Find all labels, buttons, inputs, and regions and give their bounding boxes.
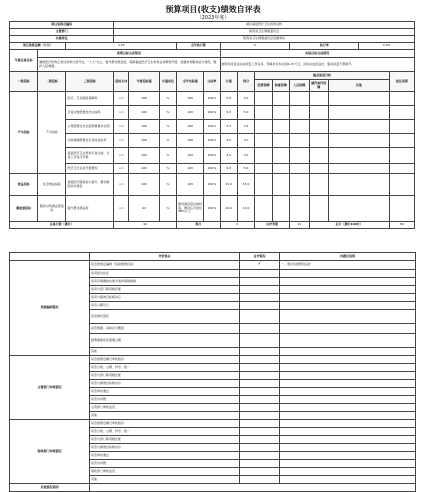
- cause-cell: [289, 174, 309, 196]
- indicator-unit: %: [159, 164, 176, 174]
- check-note: [280, 348, 416, 356]
- indicator-target: 90: [129, 196, 159, 222]
- check-result: [240, 380, 280, 388]
- check-result: [240, 356, 280, 364]
- indicator-op: >=: [114, 134, 129, 148]
- actual-value: 0: [220, 43, 289, 50]
- cause-cell: [272, 196, 289, 222]
- rate-value: 0.0%: [359, 43, 415, 50]
- check-item: 是否与部门职责相匹配: [90, 372, 240, 380]
- remark-cell: [389, 164, 414, 174]
- cause-cell: [272, 92, 289, 106]
- indicator-unit: %: [159, 120, 176, 134]
- goal-planned-text: 确保医疗机构正常运转和日常开支，“十人”为主，提升群众满意度，保障基层医疗卫生机构业务顺利开展，加强机构服务能力建设，维护人民健康。: [38, 58, 220, 72]
- cause-cell: [272, 134, 289, 148]
- cause-cell: [309, 174, 329, 196]
- cause-cell: [255, 134, 272, 148]
- check-note: [280, 278, 416, 286]
- cause-cell: [255, 196, 272, 222]
- cause-cell: [289, 148, 309, 164]
- check-item: 是否与部门职责相匹配: [90, 436, 240, 444]
- indicator-unit: %: [159, 106, 176, 120]
- indicator-weight: 10.0: [220, 196, 237, 222]
- indicator-op: >=: [114, 148, 129, 164]
- indicator-rate: 100%: [204, 134, 220, 148]
- check-note: [280, 396, 416, 404]
- indicator-score: 5.0: [237, 106, 254, 120]
- indicator-actual: 100: [177, 164, 204, 174]
- indicator-score: 15.0: [237, 174, 254, 196]
- check-footer-label: 其他情况说明: [10, 484, 90, 492]
- budget-value: 2.25: [66, 43, 177, 50]
- check-item: 其他: [90, 348, 240, 356]
- cause-cell: [329, 92, 390, 106]
- col-rate: 完成率: [204, 72, 220, 92]
- check-note: [280, 310, 416, 324]
- indicator-unit: %: [159, 92, 176, 106]
- total-score: 0: [220, 222, 255, 229]
- indicator-op: >=: [114, 196, 129, 222]
- check-mark: ✓: [240, 261, 280, 270]
- indicator-op: >=: [114, 174, 129, 196]
- page-subtitle-year: （2023年度）: [196, 15, 230, 21]
- indicator-unit: %: [159, 148, 176, 164]
- check-note: [280, 270, 416, 278]
- goal-planned-header: 预期目标完成情况: [38, 50, 220, 58]
- check-note: [280, 324, 416, 334]
- cause-cell: [309, 120, 329, 134]
- indicator-score: 3.0: [237, 148, 254, 164]
- check-note: [280, 404, 416, 412]
- indicator-actual: 100: [177, 120, 204, 134]
- indicator-target: 100: [129, 92, 159, 106]
- cause-cell: [329, 196, 390, 222]
- check-item: 是否与部门职责相匹配: [90, 286, 240, 294]
- check-result: [240, 310, 280, 324]
- indicator-actual: 100: [177, 92, 204, 106]
- check-item: 是否与绩效目标相对应: [90, 294, 240, 302]
- indicator-score: 10.0: [237, 196, 254, 222]
- check-item: 是否合规、合理、科学、统一: [90, 364, 240, 372]
- cause-cell: [272, 106, 289, 120]
- l1-benefit: 效益指标: [10, 174, 38, 196]
- col-score: 得分: [237, 72, 254, 92]
- l2-benefit: 社会效益指标: [38, 174, 66, 196]
- col-unit: 计量单位: [159, 72, 176, 92]
- unit-value: 陕西省卫生健康委员会直属单位: [114, 36, 415, 43]
- cause-cell: [289, 120, 309, 134]
- check-note: [280, 412, 416, 420]
- indicator-op: >=: [114, 120, 129, 134]
- check-result: [240, 324, 280, 334]
- check-note: [280, 436, 416, 444]
- check-note: [280, 388, 416, 396]
- cause-cell: [255, 174, 272, 196]
- total-grade: 21: [289, 222, 309, 229]
- col-cause-other: 其他: [329, 80, 390, 92]
- check-result: [240, 278, 280, 286]
- check-item: 财政部门审核意见: [90, 468, 240, 476]
- check-result: [240, 334, 280, 348]
- indicator-weight: 5.0: [220, 164, 237, 174]
- check-item: 是否细化量化: [90, 310, 240, 324]
- indicator-rate: 100%: [204, 106, 220, 120]
- check-note: [280, 302, 416, 310]
- check-item-header: 评价要点: [90, 253, 240, 261]
- check-item: 是否审核通过: [90, 452, 240, 460]
- indicator-name: 公用经费支出达到预算要求比例: [66, 120, 114, 134]
- indicator-unit: %: [159, 174, 176, 196]
- check-item: 是否有明确的实施方案和保障措施: [90, 278, 240, 286]
- check-note: [280, 444, 416, 452]
- indicator-rate: 100%: [204, 164, 220, 174]
- indicator-target: 100: [129, 134, 159, 148]
- cause-cell: [329, 148, 390, 164]
- check-result: [240, 396, 280, 404]
- dept-label: 主管部门: [10, 29, 114, 36]
- col-cause-hw: 硬件条件保障: [309, 80, 329, 92]
- remark-cell: [389, 134, 414, 148]
- unit-label: 实施单位: [10, 36, 114, 43]
- check-result: [240, 372, 280, 380]
- check-result: [240, 468, 280, 476]
- goal-actual-text: 按照年度目标完成项目工作任务，预算执行率达到2.25万元，目标完成度良好，服务质量不断提升。: [220, 58, 414, 72]
- indicator-score: 3.0: [237, 134, 254, 148]
- check-note-header: 问题及说明: [280, 253, 416, 261]
- cause-cell: [272, 148, 289, 164]
- col-target: 年度指标值: [129, 72, 159, 92]
- indicator-actual: 群众满意度总体较高，群众认可度达98%以上: [177, 196, 204, 222]
- total-weight: 90: [114, 222, 177, 229]
- l1-satisfaction: 满意度指标: [10, 196, 38, 222]
- indicator-score: 3.5: [237, 120, 254, 134]
- project-name-label: 项目名称及编码: [10, 22, 114, 29]
- check-result: [240, 436, 280, 444]
- check-result: [240, 412, 280, 420]
- col-actual: 全年实际值: [177, 72, 204, 92]
- check-note: [280, 420, 416, 428]
- remark-cell: [389, 106, 414, 120]
- review-checklist-table: [9, 252, 416, 492]
- goal-label: 年度总体目标: [10, 50, 38, 72]
- check-note: 一、项目实施情况良好: [280, 261, 416, 270]
- indicator-weight: 15.0: [220, 174, 237, 196]
- indicator-name: 运转保障经费支出及时到位率: [66, 134, 114, 148]
- indicator-op: >=: [114, 92, 129, 106]
- check-result: [240, 364, 280, 372]
- cause-cell: [329, 174, 390, 196]
- cause-cell: [255, 164, 272, 174]
- check-item: 是否合理可行: [90, 302, 240, 310]
- check-group-finance: 财政部门审核情况: [10, 420, 90, 484]
- col-cause-budget: 经费保障: [255, 80, 272, 92]
- check-item: 是否审核通过: [90, 388, 240, 396]
- cause-cell: [289, 92, 309, 106]
- indicator-name: 日常运转经费支出完成率: [66, 106, 114, 120]
- cause-cell: [289, 134, 309, 148]
- page-title: 预算项目(收支)绩效自评表: [165, 5, 261, 14]
- check-item: 是否有问题: [90, 460, 240, 468]
- indicator-weight: 3.0: [220, 148, 237, 164]
- remark-cell: [389, 174, 414, 196]
- col-l1: 一级指标: [10, 72, 38, 92]
- check-note: [280, 452, 416, 460]
- indicator-unit: %: [159, 134, 176, 148]
- total-final-label: 总分（满分100分）: [309, 222, 389, 229]
- check-group-header: [10, 253, 90, 261]
- check-note: [280, 294, 416, 302]
- remark-cell: [389, 92, 414, 106]
- check-result: [240, 348, 280, 356]
- cause-cell: [255, 92, 272, 106]
- indicator-table: [9, 21, 415, 229]
- remark-cell: [389, 196, 414, 222]
- check-note: [280, 286, 416, 294]
- actual-label: 全年执行数: [177, 43, 220, 50]
- cause-cell: [309, 92, 329, 106]
- check-note: [280, 356, 416, 364]
- total-final: 89: [389, 222, 414, 229]
- indicator-name: 基层医疗服务能力提升，群众就医需求满足: [66, 174, 114, 196]
- indicator-op: >=: [114, 164, 129, 174]
- cause-cell: [329, 164, 390, 174]
- check-item: 是否经过论证: [90, 270, 240, 278]
- cause-cell: [289, 196, 309, 222]
- col-cause-staff: 人员保障: [289, 80, 309, 92]
- col-l3: 三级指标: [66, 72, 114, 92]
- check-item: 是否按规定履行审核程序: [90, 356, 240, 364]
- cause-cell: [255, 106, 272, 120]
- check-group-dept: 主管部门审核情况: [10, 356, 90, 420]
- cause-cell: [289, 164, 309, 174]
- dept-value: 陕西省卫生健康委员会: [114, 29, 415, 36]
- check-result: [240, 428, 280, 436]
- indicator-actual: 100: [177, 174, 204, 196]
- cause-cell: [329, 120, 390, 134]
- cause-cell: [329, 134, 390, 148]
- check-result: [240, 444, 280, 452]
- check-item: 经费测算是否准确合理: [90, 334, 240, 348]
- check-group-budget: 预算编制情况: [10, 261, 90, 356]
- check-note: [280, 468, 416, 476]
- check-item: 其他: [90, 412, 240, 420]
- check-result: [240, 452, 280, 460]
- l2-output: 产出指标: [38, 92, 66, 174]
- indicator-target: 100: [129, 164, 159, 174]
- indicator-name: 提升群众满意度: [66, 196, 114, 222]
- budget-label: 项目预算金额（万元）: [10, 43, 66, 50]
- indicator-target: 100: [129, 120, 159, 134]
- total-score-label: 得分: [177, 222, 220, 229]
- indicator-rate: 100%: [204, 196, 220, 222]
- check-result: [240, 460, 280, 468]
- check-result: [240, 420, 280, 428]
- check-note: [280, 428, 416, 436]
- col-op: 指标方向: [114, 72, 129, 92]
- indicator-rate: 100%: [204, 174, 220, 196]
- indicator-target: 100: [129, 106, 159, 120]
- check-item: 是否与绩效目标相对应: [90, 380, 240, 388]
- indicator-actual: 100: [177, 148, 204, 164]
- indicator-weight: 3.0: [220, 134, 237, 148]
- check-note: [280, 334, 416, 348]
- check-note: [280, 380, 416, 388]
- check-footer-value: [90, 484, 416, 492]
- indicator-score: 5.0: [237, 164, 254, 174]
- indicator-weight: 5.0: [220, 92, 237, 106]
- indicator-rate: 100%: [204, 120, 220, 134]
- check-result: [240, 302, 280, 310]
- indicator-name: 医疗、卫生服务保障率: [66, 92, 114, 106]
- l2-satisfaction: 服务对象满意度指标: [38, 196, 66, 222]
- cause-cell: [309, 134, 329, 148]
- indicator-name: 医疗卫生业务开展情况: [66, 164, 114, 174]
- check-result: [240, 294, 280, 302]
- check-note: [280, 460, 416, 468]
- cause-cell: [272, 174, 289, 196]
- check-item: 是否合规、合理、科学、统一: [90, 428, 240, 436]
- indicator-rate: 100%: [204, 148, 220, 164]
- check-result: [240, 476, 280, 484]
- check-result: [240, 388, 280, 396]
- check-note: [280, 476, 416, 484]
- indicator-actual: 100: [177, 106, 204, 120]
- l1-output: 产出指标: [10, 92, 38, 174]
- indicator-actual: 100: [177, 134, 204, 148]
- indicator-op: >=: [114, 106, 129, 120]
- rate-label: 执行率: [289, 43, 358, 50]
- check-result: [240, 404, 280, 412]
- check-note: [280, 364, 416, 372]
- total-label: 总体分数（满分）: [10, 222, 114, 229]
- check-result-header: 自评情况: [240, 253, 280, 261]
- check-item: 是否按规定编制（包括绩效目标）: [90, 261, 240, 270]
- remark-cell: [389, 120, 414, 134]
- check-result: [240, 286, 280, 294]
- indicator-target: 100: [129, 148, 159, 164]
- check-item: 是否按规定履行审核程序: [90, 420, 240, 428]
- check-result: [240, 270, 280, 278]
- total-grade-label: 自评等级: [255, 222, 290, 229]
- cause-cell: [309, 148, 329, 164]
- cause-cell: [329, 106, 390, 120]
- project-name: 城乡基层医疗卫生机构运转: [114, 22, 415, 29]
- col-cause-system: 制度保障: [272, 80, 289, 92]
- indicator-weight: 5.0: [220, 106, 237, 120]
- indicator-weight: 3.5: [220, 120, 237, 134]
- col-l2: 二级指标: [38, 72, 66, 92]
- check-item: 是否明确、具体并可衡量: [90, 324, 240, 334]
- indicator-unit: %: [159, 196, 176, 222]
- cause-cell: [255, 148, 272, 164]
- cause-cell: [309, 106, 329, 120]
- col-cause-header: 偏差原因分析: [255, 72, 390, 80]
- col-remark: 备注说明: [389, 72, 414, 92]
- indicator-score: 5.0: [237, 92, 254, 106]
- cause-cell: [289, 106, 309, 120]
- indicator-name: 基层医疗卫生机构正常运转，日常工作有序开展: [66, 148, 114, 164]
- check-item: 是否与绩效目标相对应: [90, 444, 240, 452]
- cause-cell: [272, 120, 289, 134]
- check-item: 是否有问题: [90, 396, 240, 404]
- cause-cell: [272, 164, 289, 174]
- cause-cell: [255, 120, 272, 134]
- indicator-rate: 100%: [204, 92, 220, 106]
- col-weight: 分值: [220, 72, 237, 92]
- check-note: [280, 372, 416, 380]
- cause-cell: [309, 164, 329, 174]
- remark-cell: [389, 148, 414, 164]
- goal-actual-header: 实际目标完成情况: [220, 50, 414, 58]
- check-item: 其他: [90, 476, 240, 484]
- check-item: 主管部门审核意见: [90, 404, 240, 412]
- cause-cell: [309, 196, 329, 222]
- indicator-target: 100: [129, 174, 159, 196]
